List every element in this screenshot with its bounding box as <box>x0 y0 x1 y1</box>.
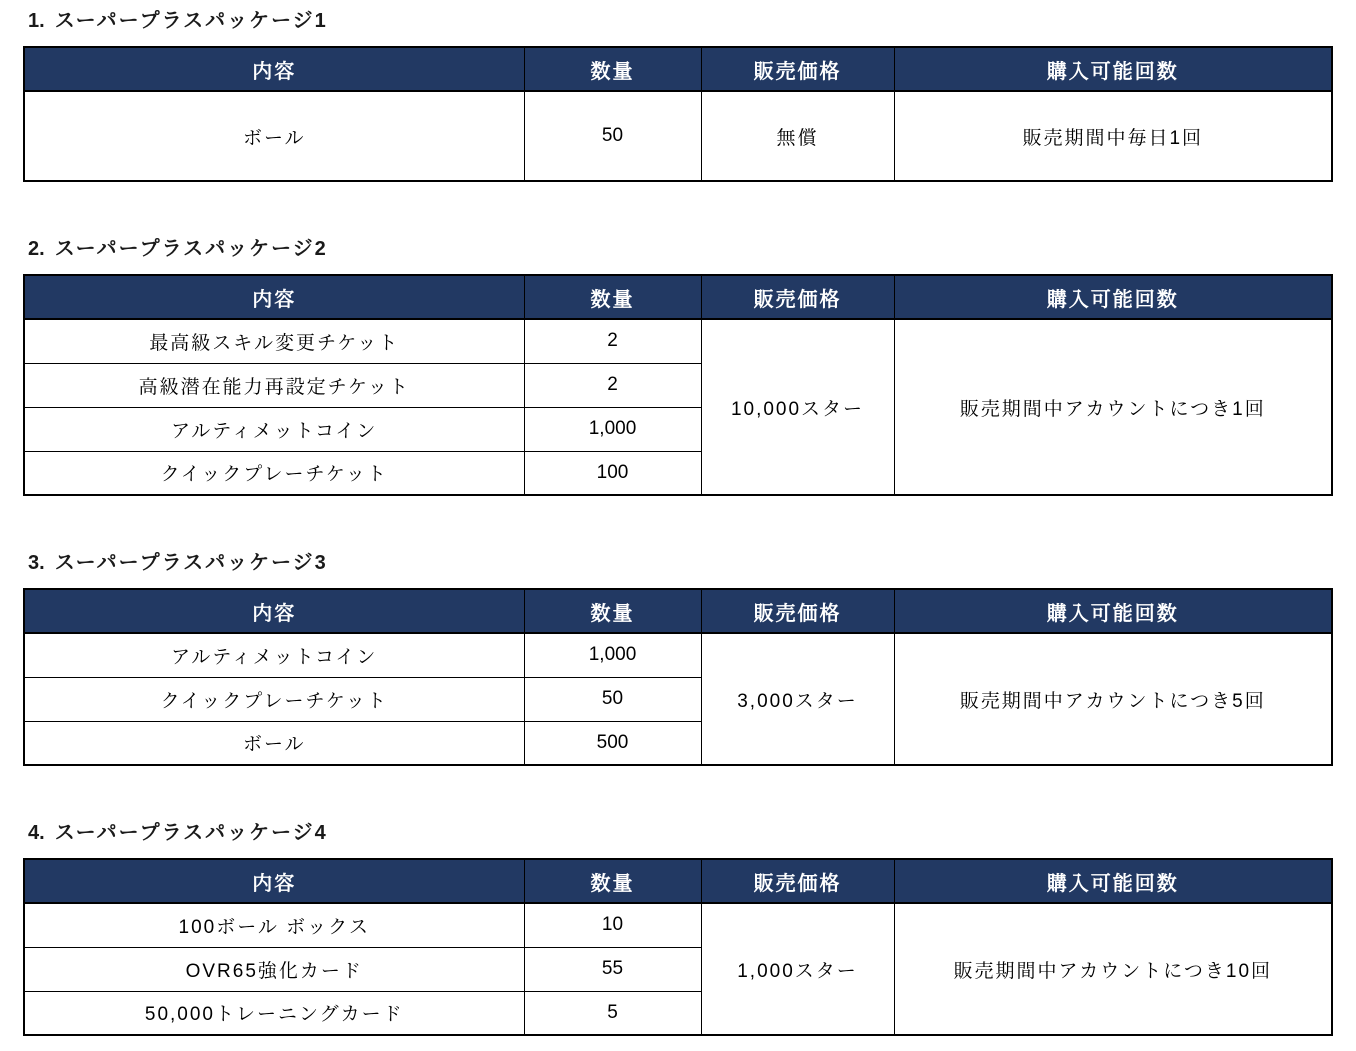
content-cell: OVR65強化カード <box>24 947 524 991</box>
section-title-text: スーパープラスパッケージ4 <box>54 822 328 844</box>
table-header-row <box>24 859 1332 903</box>
content-cell: 50,000トレーニングカード <box>24 991 524 1035</box>
section-number: 4. <box>28 822 45 844</box>
header-quantity: 数量 <box>524 275 701 319</box>
section-title-3 <box>28 550 1332 576</box>
header-price: 販売価格 <box>701 589 894 633</box>
header-content: 内容 <box>24 589 524 633</box>
quantity-cell: 1,000 <box>524 407 701 451</box>
quantity-cell: 2 <box>524 363 701 407</box>
quantity-cell: 500 <box>524 721 701 765</box>
section-title-2 <box>28 236 1332 262</box>
quantity-cell: 50 <box>524 91 701 181</box>
header-quantity: 数量 <box>524 589 701 633</box>
quantity-cell: 100 <box>524 451 701 495</box>
section-title-4 <box>28 820 1332 846</box>
limit-cell: 販売期間中アカウントにつき5回 <box>894 633 1332 765</box>
price-cell: 1,000スター <box>701 903 894 1035</box>
content-cell: 高級潜在能力再設定チケット <box>24 363 524 407</box>
section-title-text: スーパープラスパッケージ2 <box>54 238 328 260</box>
package-section-3 <box>23 550 1332 766</box>
quantity-cell: 1,000 <box>524 633 701 677</box>
quantity-cell: 50 <box>524 677 701 721</box>
section-title-text: スーパープラスパッケージ1 <box>54 10 328 32</box>
limit-cell: 販売期間中アカウントにつき1回 <box>894 319 1332 495</box>
table-row <box>24 903 1332 947</box>
table-row <box>24 633 1332 677</box>
header-quantity: 数量 <box>524 47 701 91</box>
package-section-2 <box>23 236 1332 496</box>
quantity-cell: 10 <box>524 903 701 947</box>
package-table-1 <box>23 46 1333 182</box>
table-header-row <box>24 589 1332 633</box>
price-cell: 3,000スター <box>701 633 894 765</box>
table-row <box>24 91 1332 181</box>
header-price: 販売価格 <box>701 47 894 91</box>
header-purchase-limit: 購入可能回数 <box>894 47 1332 91</box>
content-cell: ボール <box>24 91 524 181</box>
package-section-4 <box>23 820 1332 1036</box>
header-purchase-limit: 購入可能回数 <box>894 275 1332 319</box>
limit-cell: 販売期間中アカウントにつき10回 <box>894 903 1332 1035</box>
package-table-3 <box>23 588 1333 766</box>
header-content: 内容 <box>24 859 524 903</box>
header-quantity: 数量 <box>524 859 701 903</box>
table-header-row <box>24 275 1332 319</box>
section-number: 3. <box>28 552 45 574</box>
section-title-1 <box>28 8 1332 34</box>
section-number: 1. <box>28 10 45 32</box>
package-table-4 <box>23 858 1333 1036</box>
header-purchase-limit: 購入可能回数 <box>894 589 1332 633</box>
header-price: 販売価格 <box>701 859 894 903</box>
content-cell: 100ボール ボックス <box>24 903 524 947</box>
section-title-text: スーパープラスパッケージ3 <box>54 552 328 574</box>
limit-cell: 販売期間中毎日1回 <box>894 91 1332 181</box>
quantity-cell: 5 <box>524 991 701 1035</box>
header-purchase-limit: 購入可能回数 <box>894 859 1332 903</box>
header-content: 内容 <box>24 47 524 91</box>
table-row <box>24 319 1332 363</box>
section-number: 2. <box>28 238 45 260</box>
header-price: 販売価格 <box>701 275 894 319</box>
content-cell: アルティメットコイン <box>24 633 524 677</box>
header-content: 内容 <box>24 275 524 319</box>
quantity-cell: 2 <box>524 319 701 363</box>
package-section-1 <box>23 8 1332 182</box>
quantity-cell: 55 <box>524 947 701 991</box>
table-header-row <box>24 47 1332 91</box>
package-table-2 <box>23 274 1333 496</box>
content-cell: クイックプレーチケット <box>24 451 524 495</box>
content-cell: ボール <box>24 721 524 765</box>
content-cell: クイックプレーチケット <box>24 677 524 721</box>
content-cell: アルティメットコイン <box>24 407 524 451</box>
price-cell: 無償 <box>701 91 894 181</box>
content-cell: 最高級スキル変更チケット <box>24 319 524 363</box>
price-cell: 10,000スター <box>701 319 894 495</box>
